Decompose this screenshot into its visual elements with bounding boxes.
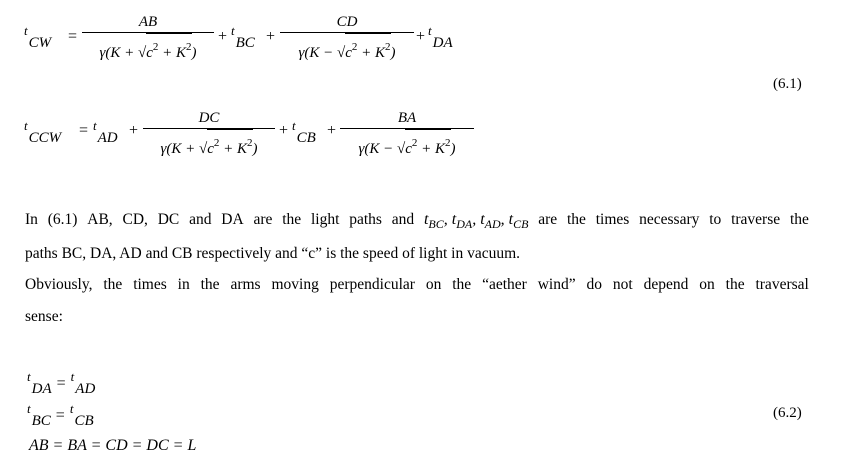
denominator: $\gamma(K + √c^2 + K^2)$ [82,33,214,57]
t-var: t [24,23,28,38]
eq1-plus-3: + [416,28,426,45]
paragraph-line-1: In (6.1) AB, CD, DC and DA are the light paths and $t_{BC}$, $t_{DA}$, $t_{AD}$, $t_{CB}$ are the times necessary to traverse the [25,211,809,231]
numerator: CD [336,14,358,30]
eq1-t-bc: $^t$BC [231,23,255,51]
denominator: $\gamma(K - √c^2 + K^2)$ [280,33,414,57]
denominator: $\gamma(K - √c^2 + K^2)$ [340,129,474,153]
numerator: BA [397,110,417,126]
inline-times: $t_{BC}$, $t_{DA}$, $t_{AD}$, $t_{CB}$ [423,211,529,231]
numerator: AB [138,14,158,30]
numerator: DC [198,110,220,126]
eq2-fraction-ba [340,108,474,157]
eq1-plus-2: + [266,28,276,45]
equation-number-6-2: (6.2) [773,405,802,421]
eq2-plus-0: + [129,122,139,139]
eq1-fraction-ab [82,12,214,61]
eq1-fraction-cd [280,12,414,61]
eq1-t-da: $^t$DA [428,23,453,51]
eq2-t-cb: $^t$CB [292,118,316,146]
eq1-lhs [24,23,52,51]
eq3-row-1: $^t$DA = $^t$AD [27,369,96,397]
equation-number-6-1: (6.1) [773,76,802,92]
eq2-plus-2: + [327,122,337,139]
eq2-lhs: $^t$CCW [24,118,62,146]
eq2-equals: = [79,122,89,139]
eq1-equals: = [68,28,78,45]
denominator: $\gamma(K + √c^2 + K^2)$ [143,129,275,153]
eq2-t-ad: $^t$AD [93,118,118,146]
eq3-row-3: AB = BA = CD = DC = L [29,437,197,454]
subscript: CW [28,35,52,51]
eq3-row-2: $^t$BC = $^t$CB [27,401,94,429]
paragraph-line-3: Obviously, the times in the arms moving perpendicular on the “aether wind” do not depend on the traversal [25,276,809,293]
eq1-plus-1: + [218,28,228,45]
paragraph-line-4: sense: [25,308,63,325]
paragraph-line-2: paths BC, DA, AD and CB respectively and “c” is the speed of light in vacuum. [25,245,521,262]
eq2-fraction-dc [143,108,275,157]
eq2-plus-1: + [279,122,289,139]
